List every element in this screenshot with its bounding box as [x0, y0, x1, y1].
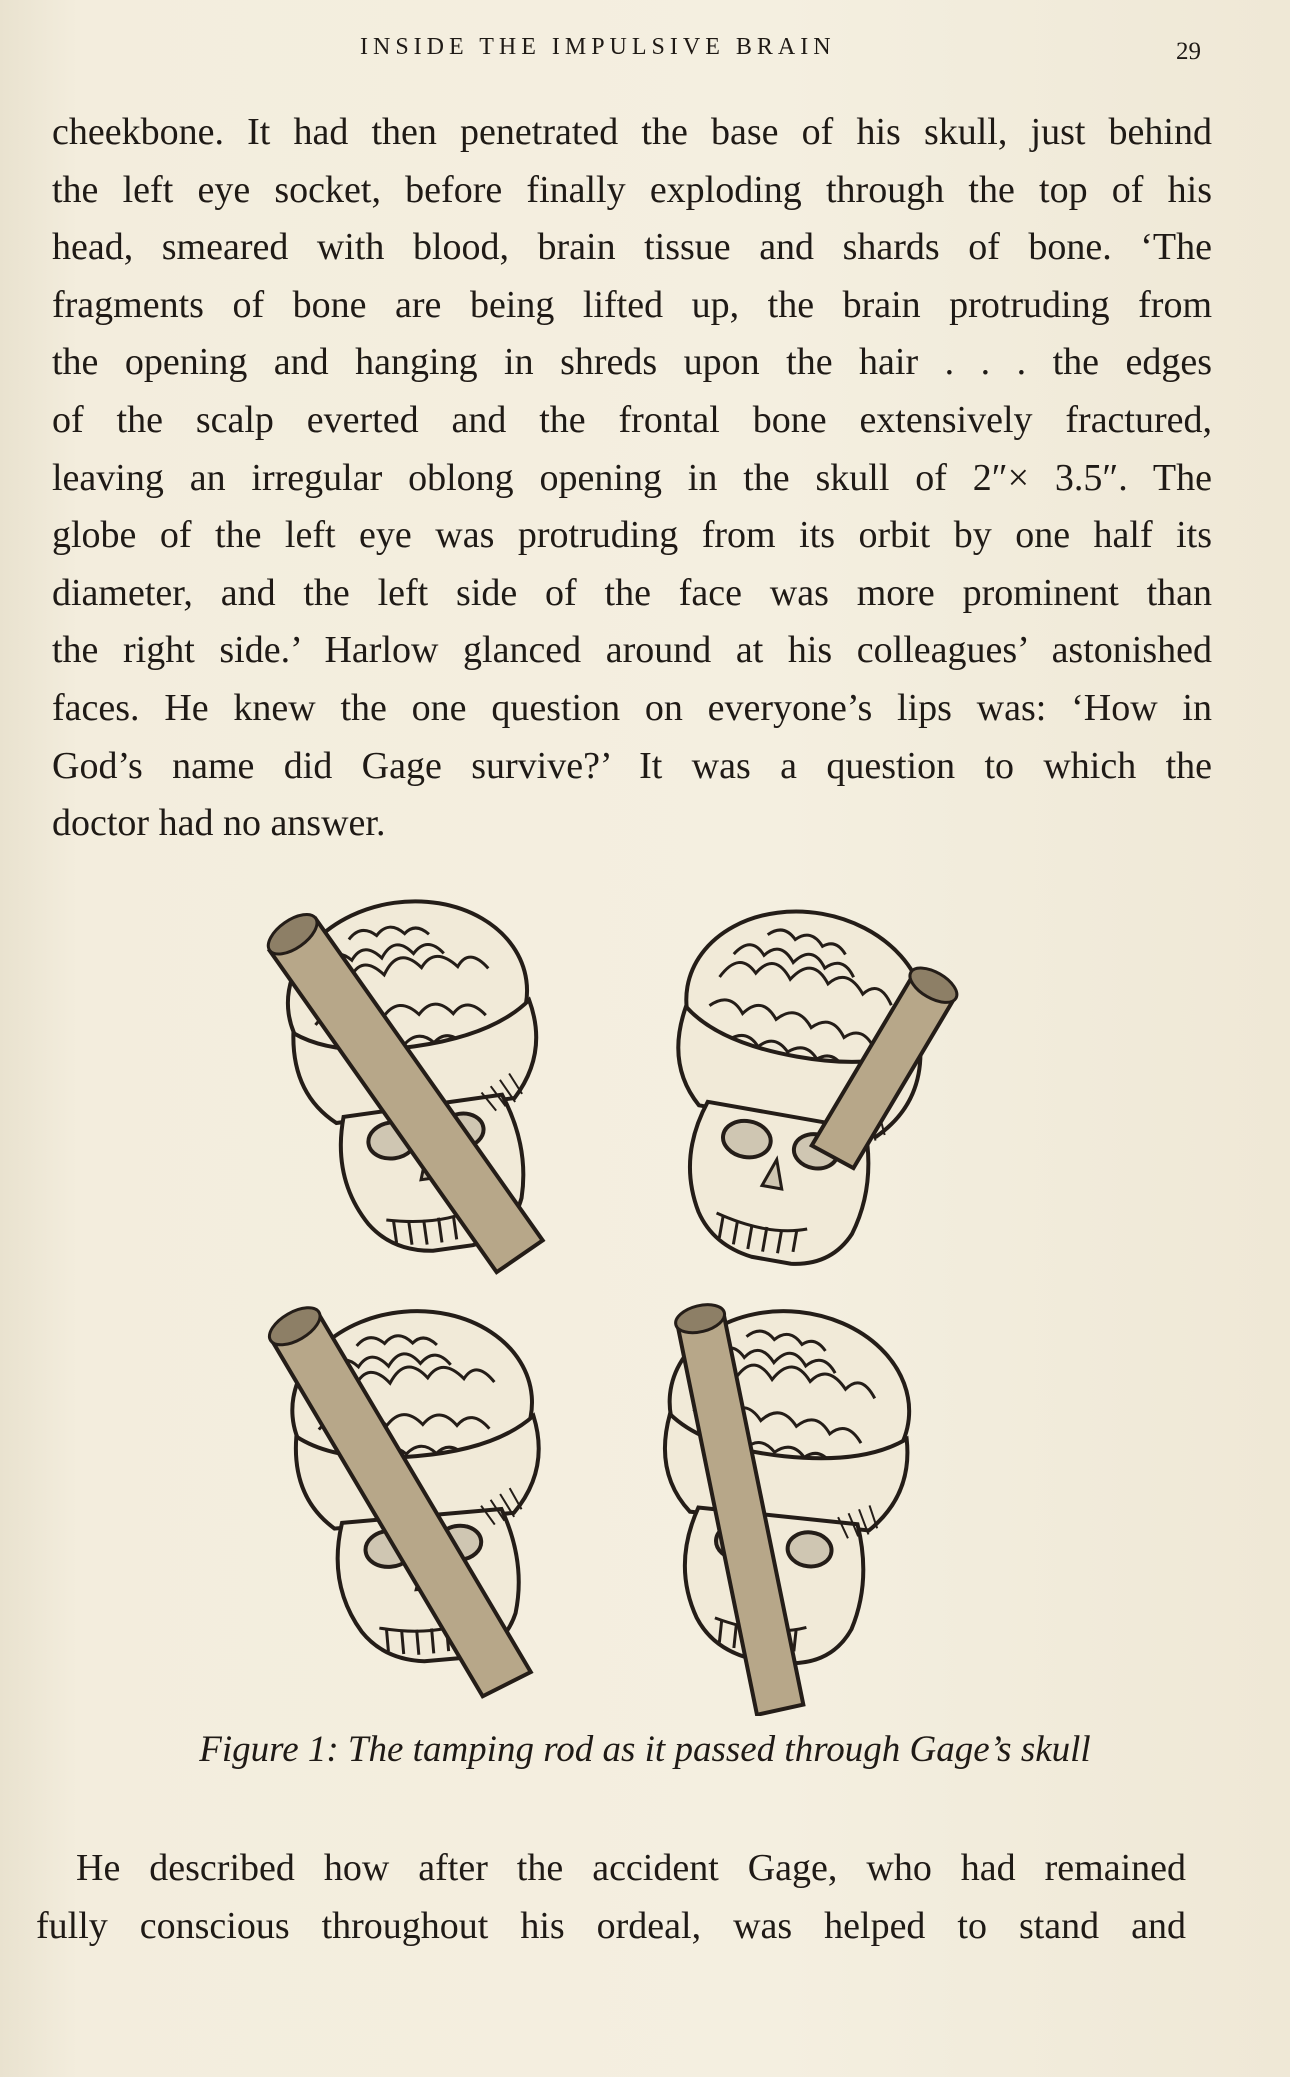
- text-line: the right side.’ Harlow glanced around at his colleagues’ astonished: [52, 629, 1212, 672]
- text-line: fully conscious throughout his ordeal, was helped to stand and: [36, 1904, 1186, 1947]
- running-title: INSIDE THE IMPULSIVE BRAIN: [360, 34, 836, 60]
- figure-skull-illustration: [260, 876, 980, 1716]
- paragraph-bottom: [36, 1840, 1186, 1955]
- text-line: He described how after the accident Gage, who had remained: [76, 1847, 1186, 1889]
- text-line: faces. He knew the one question on everyone’s lips was: ‘How in: [52, 686, 1212, 729]
- text-line: cheekbone. It had then penetrated the base of his skull, just behind: [52, 111, 1212, 153]
- skull-illustration: [260, 876, 980, 1716]
- text-line: doctor had no answer.: [52, 802, 386, 845]
- paragraph-top: [52, 104, 1212, 853]
- running-head: [0, 34, 1290, 74]
- text-line: head, smeared with blood, brain tissue and shards of bone. ‘The: [52, 226, 1212, 269]
- text-line: globe of the left eye was protruding from its orbit by one half its: [52, 514, 1212, 557]
- text-line: fragments of bone are being lifted up, the brain protruding from: [52, 283, 1212, 326]
- text-line: God’s name did Gage survive?’ It was a question to which the: [52, 744, 1212, 787]
- text-line: the left eye socket, before finally exploding through the top of his: [52, 168, 1212, 211]
- page-number: 29: [1176, 38, 1201, 65]
- text-line: diameter, and the left side of the face was more prominent than: [52, 571, 1212, 614]
- text-line: leaving an irregular oblong opening in the skull of 2″× 3.5″. The: [52, 456, 1212, 499]
- figure-caption: Figure 1: The tamping rod as it passed through Gage’s skull: [199, 1729, 1091, 1770]
- text-line: the opening and hanging in shreds upon the hair . . . the edges: [52, 341, 1212, 384]
- text-line: of the scalp everted and the frontal bone extensively fractured,: [52, 398, 1212, 441]
